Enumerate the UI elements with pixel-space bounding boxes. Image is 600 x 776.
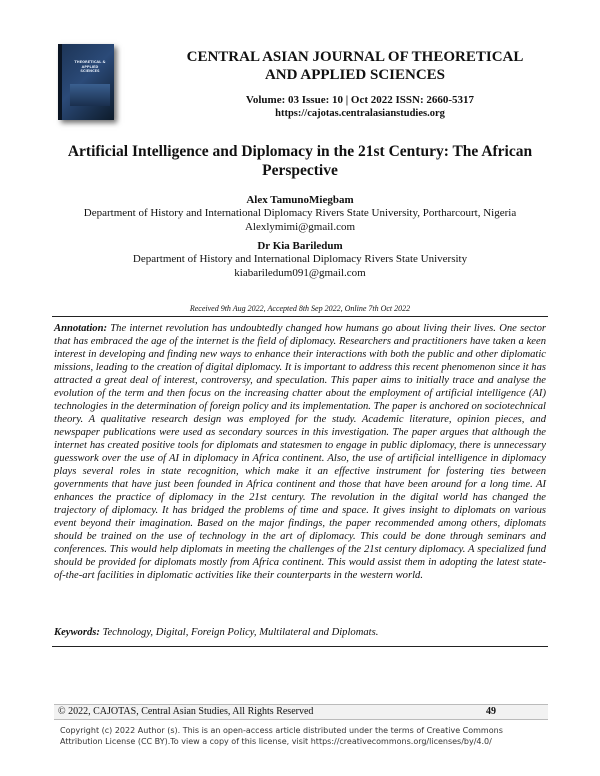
license-line-2[interactable]: Attribution License (CC BY).To view a copy of this license, visit https://creativecommons.org/licenses/by/4.0/ xyxy=(60,737,492,746)
received-dates: Received 9th Aug 2022, Accepted 8th Sep 2022, Online 7th Oct 2022 xyxy=(189,304,411,313)
author-name: Alex TamunoMiegbam xyxy=(246,194,354,206)
page-number: 49 xyxy=(486,706,496,717)
journal-volume: Volume: 03 Issue: 10 | Oct 2022 ISSN: 2660-5317 xyxy=(245,94,475,106)
keywords-label: Keywords: xyxy=(54,627,100,638)
journal-cover-image xyxy=(58,44,114,120)
journal-title xyxy=(150,48,560,84)
abstract-text: The internet revolution has undoubtedly changed how humans go about living their lives. One sector that has embraced the age of the internet is the field of diplomacy. Researchers and practitioners have taken a keen interest in developing and finding new ways to enhance their interactions with both the public and other diplomatic missions, leading to the creation of digital diplomacy. It is important to address this recent phenomenon since it has attracted a great deal of interest, controversy, and speculation. This paper aims to initially trace and analyse the evolution of the term and then focus on the increasing chatter about the employment of artificial intelligence (AI) technologies in the determination of foreign policy and its implementation. The paper is anchored on sociotechnical theory. A qualitative research design was employed for the study. Academic literature, opinion pieces, and newspaper publications were used as secondary sources in this investigation. The paper argues that although the internet has created positive tools for diplomats and statesmen to engage in public diplomacy, there is unnecessary guesswork over the use of AI in diplomacy in Africa continent. Also, the use of artificial intelligence in diplomacy plays several roles in state recognition, which make it an effective instrument for fostering ties between governments that have just been founded in Africa continent and those that have been around for a long time. AI enhances the practice of diplomacy in the 21st century. The revolution in the digital world has changed the trajectory of diplomacy. It has bridged the problems of time and space. It gives insight to diplomats on various event beyond their imagination. Based on the major findings, the paper recommended among others, diplomats should be trained on the use of technology in the art of diplomacy. This could be done through seminars and conferences. This would help diplomats in meeting the challenges of the 21st century diplomacy. A specialized fund should be provided for diplomats mostly from Africa continent. This would assist them in adopting the latest state-of-the-art facilities in diplomatic activities like their counterparts in the western world. xyxy=(54,323,546,581)
paper-title-line-2: Perspective xyxy=(262,162,338,179)
cover-title: THEORETICAL & APPLIED SCIENCES xyxy=(74,60,106,73)
divider-top xyxy=(52,316,548,317)
author-email[interactable]: Alexlymimi@gmail.com xyxy=(244,221,356,233)
author-email[interactable]: kiabariledum091@gmail.com xyxy=(234,267,366,279)
journal-url[interactable]: https://cajotas.centralasianstudies.org xyxy=(275,108,445,119)
author-name: Dr Kia Bariledum xyxy=(257,240,343,252)
paper-title xyxy=(52,142,548,180)
author-block-1 xyxy=(40,194,560,234)
author-affiliation: Department of History and International Diplomacy Rivers State University, Portharcourt, Nigeria xyxy=(83,207,517,219)
keywords-text: Technology, Digital, Foreign Policy, Multilateral and Diplomats. xyxy=(102,627,379,638)
license-line-1: Copyright (c) 2022 Author (s). This is an open-access article distributed under the terms of Creative Commons xyxy=(60,726,503,735)
abstract xyxy=(54,322,546,582)
divider-bottom xyxy=(52,646,548,647)
license-notice xyxy=(60,725,550,747)
author-block-2 xyxy=(40,240,560,280)
cover-graphic xyxy=(70,84,110,106)
journal-title-line-2: AND APPLIED SCIENCES xyxy=(264,67,446,83)
author-affiliation: Department of History and International Diplomacy Rivers State University xyxy=(132,253,468,265)
paper-title-line-1: Artificial Intelligence and Diplomacy in the 21st Century: The African xyxy=(67,143,533,160)
keywords xyxy=(54,627,546,638)
footer-copyright: © 2022, CAJOTAS, Central Asian Studies, All Rights Reserved xyxy=(58,706,314,717)
abstract-label: Annotation: xyxy=(54,323,107,334)
journal-title-line-1: CENTRAL ASIAN JOURNAL OF THEORETICAL xyxy=(186,49,524,65)
footer-bar xyxy=(54,704,548,720)
